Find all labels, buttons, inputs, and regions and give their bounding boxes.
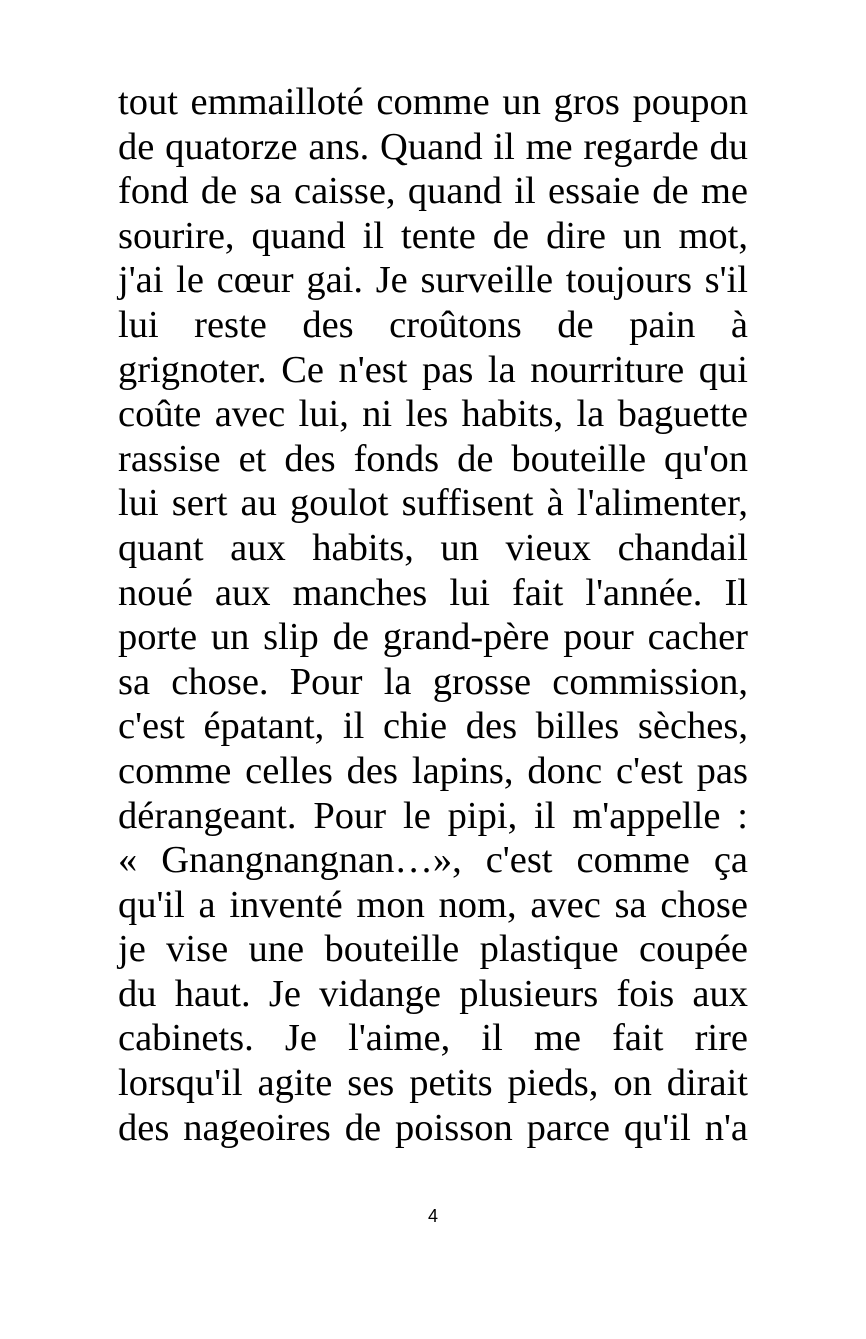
- text-line: noué aux manches lui fait l'année. Il: [118, 571, 748, 614]
- text-line: « Gnangnangnan…», c'est comme ça: [118, 839, 748, 882]
- text-line: qu'il a inventé mon nom, avec sa chose: [118, 883, 748, 926]
- text-line: lorsqu'il agite ses petits pieds, on dirait: [118, 1062, 748, 1105]
- text-line: de quatorze ans. Quand il me regarde du: [118, 125, 748, 168]
- text-line: quant aux habits, un vieux chandail: [118, 526, 748, 569]
- text-line: c'est épatant, il chie des billes sèches,: [118, 705, 748, 748]
- text-line: coûte avec lui, ni les habits, la baguette: [118, 393, 748, 436]
- page-number: 4: [427, 1206, 438, 1226]
- text-line: sourire, quand il tente de dire un mot,: [118, 214, 748, 257]
- text-line: sa chose. Pour la grosse commission,: [118, 660, 748, 703]
- body-text: [118, 80, 748, 1150]
- text-line: lui sert au goulot suffisent à l'alimenter,: [118, 482, 748, 525]
- text-line: fond de sa caisse, quand il essaie de me: [118, 170, 748, 213]
- text-line: j'ai le cœur gai. Je surveille toujours s'il: [118, 259, 748, 302]
- text-line: du haut. Je vidange plusieurs fois aux: [118, 972, 748, 1015]
- text-line: grignoter. Ce n'est pas la nourriture qui: [118, 348, 748, 391]
- text-line: tout emmailloté comme un gros poupon: [118, 81, 748, 123]
- text-line: des nageoires de poisson parce qu'il n'a: [118, 1106, 748, 1149]
- text-line: cabinets. Je l'aime, il me fait rire: [118, 1017, 748, 1060]
- text-line: rassise et des fonds de bouteille qu'on: [118, 437, 748, 480]
- text-line: lui reste des croûtons de pain à: [118, 303, 748, 346]
- text-line: comme celles des lapins, donc c'est pas: [118, 749, 748, 792]
- text-line: dérangeant. Pour le pipi, il m'appelle :: [118, 794, 748, 837]
- text-line: porte un slip de grand-père pour cacher: [118, 616, 748, 659]
- text-line: je vise une bouteille plastique coupée: [118, 928, 748, 971]
